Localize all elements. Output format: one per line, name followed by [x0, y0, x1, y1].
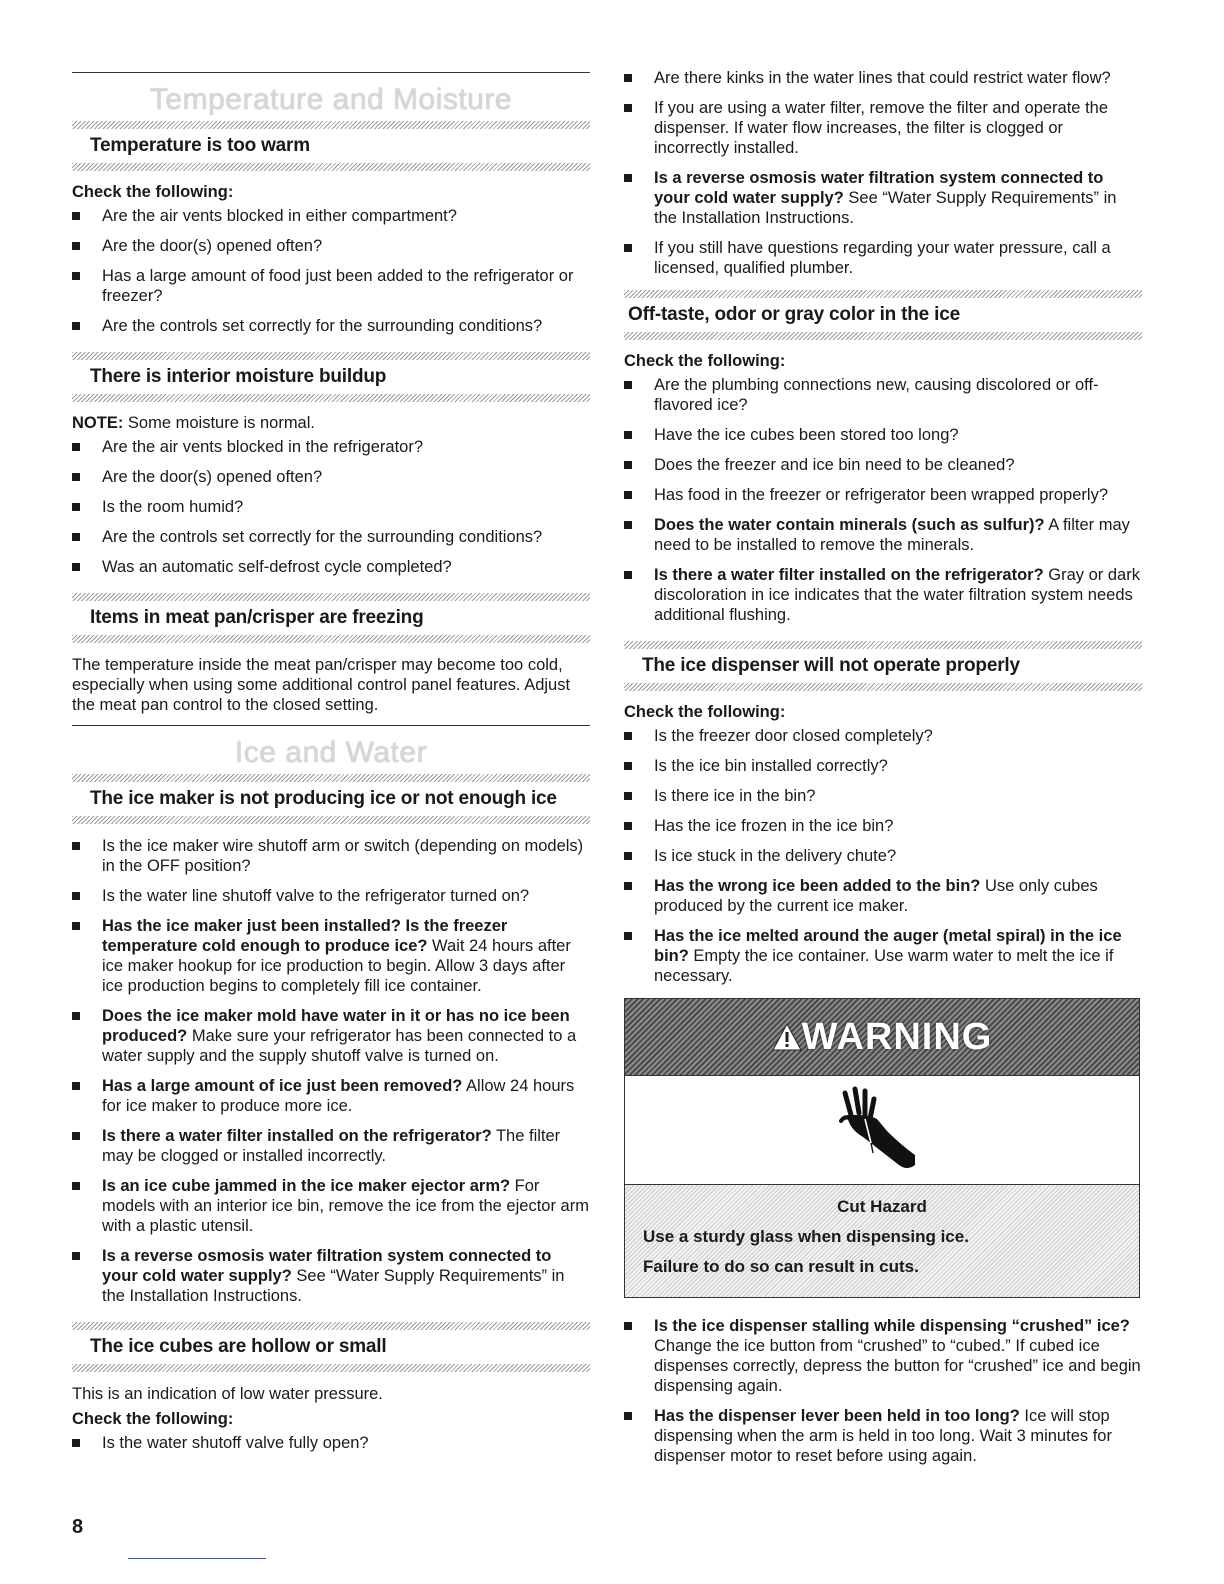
subsection-title: There is interior moisture buildup: [90, 366, 387, 387]
bullet-list: [624, 375, 1142, 625]
subsection-off-taste: [624, 290, 1142, 625]
check-label: Check the following:: [72, 1410, 234, 1428]
hatch-divider: [624, 641, 1142, 649]
list-item: Is there a water filter installed on the refrigerator? Gray or dark discoloration in ice indicates that the water filtration system needs additional flushing.: [624, 565, 1142, 625]
list-item: Has the dispenser lever been held in too long? Ice will stop dispensing when the arm is held in too long. Wait 3 minutes for dispenser motor to reset before using again.: [624, 1406, 1142, 1466]
list-item: Are there kinks in the water lines that could restrict water flow?: [624, 68, 1142, 88]
bullet-list: [72, 437, 590, 577]
subsection-title: Off-taste, odor or gray color in the ice: [628, 304, 960, 325]
hatch-divider: [624, 332, 1142, 340]
list-item: Is ice stuck in the delivery chute?: [624, 846, 1142, 866]
note-body: Some moisture is normal.: [123, 414, 315, 432]
list-item: Is there ice in the bin?: [624, 786, 1142, 806]
list-item: Is an ice cube jammed in the ice maker ejector arm? For models with an interior ice bin, remove the ice from the ejector arm with a plastic utensil.: [72, 1176, 590, 1236]
note-text: [72, 414, 590, 433]
hatch-divider: [72, 1322, 590, 1330]
list-item: Is the water line shutoff valve to the refrigerator turned on?: [72, 886, 590, 906]
hatch-divider: [72, 774, 590, 782]
warning-banner: [625, 999, 1139, 1076]
subsection-title: Items in meat pan/crisper are freezing: [90, 607, 424, 628]
list-item: Are the controls set correctly for the surrounding conditions?: [72, 527, 590, 547]
hatch-divider: [72, 163, 590, 171]
hazard-line: Use a sturdy glass when dispensing ice.: [643, 1227, 969, 1246]
hatch-divider: [72, 352, 590, 360]
paragraph: The temperature inside the meat pan/crisper may become too cold, especially when using some additional control panel features. Adjust the meat pan control to the closed setting.: [72, 656, 571, 714]
hazard-title: Cut Hazard: [837, 1197, 927, 1216]
list-item: Are the air vents blocked in the refrigerator?: [72, 437, 590, 457]
page-number: 8: [72, 1516, 84, 1538]
alert-triangle-icon: [772, 1023, 802, 1051]
hatch-divider: [72, 593, 590, 601]
list-item: Is the freezer door closed completely?: [624, 726, 1142, 746]
subsection-moisture: [72, 352, 590, 577]
subsection-hollow: [72, 1322, 590, 1453]
list-item: Does the freezer and ice bin need to be cleaned?: [624, 455, 1142, 475]
subsection-crisper: [72, 593, 590, 715]
list-item: If you still have questions regarding your water pressure, call a licensed, qualified plumber.: [624, 238, 1142, 278]
list-item: Is the ice bin installed correctly?: [624, 756, 1142, 776]
footer-line: [128, 1558, 266, 1559]
bullet-list: [624, 1316, 1142, 1466]
list-item: If you are using a water filter, remove the filter and operate the dispenser. If water flow increases, the filter is clogged or incorrectly installed.: [624, 98, 1142, 158]
right-column: [624, 68, 1142, 1476]
hazard-line: Failure to do so can result in cuts.: [643, 1257, 919, 1276]
hatch-divider: [624, 290, 1142, 298]
bullet-list: [624, 726, 1142, 986]
section-title-temperature: Temperature and Moisture: [149, 83, 513, 116]
subsection-ice-maker: [72, 788, 590, 1306]
list-item: Is the ice maker wire shutoff arm or switch (depending on models) in the OFF position?: [72, 836, 590, 876]
section-rule: [72, 725, 590, 726]
note-label: NOTE:: [72, 414, 124, 432]
list-item: Is the room humid?: [72, 497, 590, 517]
hatch-divider: [624, 683, 1142, 691]
section-title-ice-water: Ice and Water: [234, 736, 428, 769]
cut-hazard-hand-icon: [827, 1085, 937, 1175]
list-item: Has a large amount of food just been added to the refrigerator or freezer?: [72, 266, 590, 306]
list-item: Is there a water filter installed on the refrigerator? The filter may be clogged or installed incorrectly.: [72, 1126, 590, 1166]
bullet-list: [72, 206, 590, 336]
hatch-divider: [72, 1364, 590, 1372]
list-item: Are the door(s) opened often?: [72, 467, 590, 487]
list-item: Was an automatic self-defrost cycle completed?: [72, 557, 590, 577]
check-label: Check the following:: [624, 352, 786, 370]
list-item: Does the water contain minerals (such as sulfur)? A filter may need to be installed to remove the minerals.: [624, 515, 1142, 555]
subsection-dispenser: [624, 641, 1142, 986]
warning-body: [625, 1185, 1139, 1297]
left-column: [72, 60, 590, 1463]
list-item: Has the ice maker just been installed? Is the freezer temperature cold enough to produce ice? Wait 24 hours after ice maker hookup for ice production to begin. Allow 3 days after ice production begins to completely fill ice container.: [72, 916, 590, 996]
hatch-divider: [72, 816, 590, 824]
subsection-temp-warm: [72, 135, 590, 336]
subsection-title: Temperature is too warm: [90, 135, 310, 156]
hatch-divider: [72, 635, 590, 643]
subsection-title: The ice maker is not producing ice or not enough ice: [90, 788, 557, 809]
check-label: Check the following:: [624, 703, 786, 721]
paragraph: This is an indication of low water pressure.: [72, 1385, 383, 1403]
list-item: Are the door(s) opened often?: [72, 236, 590, 256]
list-item: Are the plumbing connections new, causing discolored or off-flavored ice?: [624, 375, 1142, 415]
list-item: Has the ice frozen in the ice bin?: [624, 816, 1142, 836]
warning-box: [624, 998, 1140, 1298]
hatch-divider: [72, 394, 590, 402]
bullet-list: [624, 68, 1142, 278]
hazard-icon-area: [625, 1076, 1139, 1185]
bullet-list: [72, 1433, 590, 1453]
list-item: Does the ice maker mold have water in it or has no ice been produced? Make sure your refrigerator has been connected to a water supply and the supply shutoff valve is turned on.: [72, 1006, 590, 1066]
list-item: Has food in the freezer or refrigerator been wrapped properly?: [624, 485, 1142, 505]
list-item: Is the water shutoff valve fully open?: [72, 1433, 590, 1453]
list-item: Has a large amount of ice just been removed? Allow 24 hours for ice maker to produce more ice.: [72, 1076, 590, 1116]
list-item: Is the ice dispenser stalling while dispensing “crushed” ice? Change the ice button from “crushed” to “cubed.” If cubed ice dispenses correctly, depress the button for “crushed” ice and begin dispensing again.: [624, 1316, 1142, 1396]
list-item: Has the ice melted around the auger (metal spiral) in the ice bin? Empty the ice container. Use warm water to melt the ice if necessary.: [624, 926, 1142, 986]
list-item: Is a reverse osmosis water filtration system connected to your cold water supply? See “Water Supply Requirements” in the Installation Instructions.: [72, 1246, 590, 1306]
section-rule: [72, 72, 590, 73]
list-item: Are the air vents blocked in either compartment?: [72, 206, 590, 226]
subsection-title: The ice dispenser will not operate properly: [642, 655, 1020, 676]
list-item: Are the controls set correctly for the surrounding conditions?: [72, 316, 590, 336]
list-item: Is a reverse osmosis water filtration system connected to your cold water supply? See “Water Supply Requirements” in the Installation Instructions.: [624, 168, 1142, 228]
list-item: Has the wrong ice been added to the bin? Use only cubes produced by the current ice maker.: [624, 876, 1142, 916]
list-item: Have the ice cubes been stored too long?: [624, 425, 1142, 445]
bullet-list: [72, 836, 590, 1306]
check-label: Check the following:: [72, 183, 234, 201]
hatch-divider: [72, 121, 590, 129]
subsection-title: The ice cubes are hollow or small: [90, 1336, 387, 1357]
warning-title: WARNING: [772, 1016, 993, 1059]
